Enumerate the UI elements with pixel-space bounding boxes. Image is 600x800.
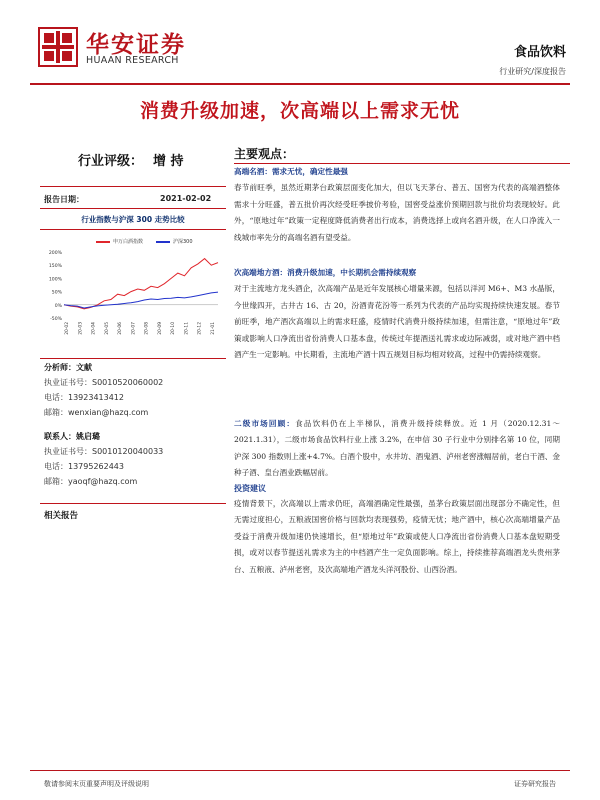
paragraph-body: 疫情背景下，次高端以上需求仍旺，高端酒确定性最强，虽茅台政策层面出现部分不确定性，但无需过度担心，五粮液国窖价格与回款均表现强势，疫情无忧；地产酒中，核心次高端增量产品受益于消费升级加速仍快速增长，但“原地过年”政策或使人口净流出省份消费人口基本盘短期受损，或对以春节提送礼需求为主的中档酒产生一定负面影响。综上，持续推荐高端酒龙头贵州茅台、五粮液、泸州老窖，及次高端地产酒龙头洋河股份、山西汾酒。 bbox=[234, 499, 560, 574]
investment-advice-heading: 投资建议 bbox=[234, 484, 266, 493]
analyst1-phone: 电话：13923413412 bbox=[44, 393, 124, 402]
rating-label: 行业评级： bbox=[78, 154, 144, 169]
industry-rating bbox=[78, 150, 184, 169]
legend-item-hs300 bbox=[156, 238, 193, 245]
x-tick-label: 21-01 bbox=[211, 322, 216, 335]
analyst1-email[interactable]: 邮箱：wenxian@hazq.com bbox=[44, 408, 149, 417]
x-tick-label: 20-03 bbox=[78, 322, 84, 335]
related-divider bbox=[40, 503, 226, 504]
brand-english: HUAAN RESEARCH bbox=[86, 55, 179, 66]
related-reports-heading: 相关报告 bbox=[44, 511, 79, 521]
footer-divider bbox=[30, 770, 570, 771]
paragraph-investment-advice bbox=[234, 496, 560, 578]
legend-swatch bbox=[96, 241, 110, 243]
x-tick-label: 20-02 bbox=[65, 322, 70, 335]
paragraph-body: 食品饮料仍在上半梯队，消费升级持续释放。近 1 月（2020.12.31～2021.1.31），二级市场食品饮料行业上涨 3.2%，在申信 30 子行业中分别排名第 10 位，同期沪深 300 指数则上涨+4.7%。白酒个股中，水井坊、酒鬼酒、泸州老窖涨幅居前，老白干酒、金种子酒、皇台酒业跌幅居前。 bbox=[234, 419, 561, 478]
legend-swatch bbox=[156, 241, 170, 243]
brand-name: 华安证券 bbox=[86, 31, 186, 58]
header-divider bbox=[30, 83, 570, 85]
chart-bottom-divider bbox=[40, 358, 226, 359]
x-tick-label: 20-12 bbox=[197, 322, 203, 335]
legend-item-baijiu bbox=[96, 238, 143, 245]
y-tick-label: 100% bbox=[48, 277, 62, 283]
y-tick-label: 150% bbox=[48, 264, 62, 270]
x-tick-label: 20-10 bbox=[171, 322, 177, 335]
y-tick-label: -50% bbox=[50, 317, 62, 322]
analyst2-name: 联系人：姚启璐 bbox=[44, 432, 100, 441]
paragraph-sub-high-end bbox=[234, 265, 560, 363]
y-tick-label: 200% bbox=[48, 251, 62, 256]
chart-title-divider bbox=[40, 229, 226, 230]
footer-label: 证券研究报告 bbox=[514, 780, 556, 788]
x-tick-label: 20-09 bbox=[157, 322, 163, 335]
report-title: 消费升级加速，次高端以上需求无忧 bbox=[139, 100, 460, 122]
analyst2-cert: 执业证书号：S0010120040033 bbox=[44, 447, 164, 456]
rating-value: 增 持 bbox=[153, 154, 184, 169]
y-tick-label: 0% bbox=[54, 303, 62, 309]
paragraph-high-end bbox=[234, 164, 560, 246]
rating-divider bbox=[40, 186, 226, 187]
x-tick-label: 20-06 bbox=[118, 322, 124, 335]
x-tick-label: 20-08 bbox=[144, 322, 150, 335]
x-tick-label: 20-07 bbox=[131, 322, 137, 335]
x-tick-label: 20-04 bbox=[91, 322, 97, 335]
chart-title: 行业指数与沪深 300 走势比较 bbox=[81, 215, 185, 224]
main-points-title: 主要观点： bbox=[234, 147, 295, 161]
x-tick-label: 20-11 bbox=[184, 322, 190, 335]
footer-disclaimer: 敬请参阅末页重要声明及评级说明 bbox=[44, 780, 149, 788]
analyst1-cert: 执业证书号：S0010520060002 bbox=[44, 378, 164, 387]
paragraph-lead: 二级市场回顾： bbox=[234, 419, 296, 428]
index-comparison-chart bbox=[40, 248, 226, 348]
paragraph-market-review bbox=[234, 416, 560, 482]
paragraph-body: 对于主流地方龙头酒企，次高端产品是近年发展核心增量来源，包括以洋河 M6+、M3 水晶版，今世缘四开，古井古 16、古 20，汾酒青花汾等一系列为代表的产品均实现持续快速发展。春节前旺季，地产酒次高端以上的需求旺盛，疫情时代消费升级持续加速，但需注意，“原地过年”政策或影响人口净流出省份消费人口基本盘，传统过年提酒送礼需求或边际减弱，或对地产酒中档酒产生一定影响。中长期看，主流地产酒十四五规划目标均相对较高，过程中仍需持续观察。 bbox=[234, 284, 560, 360]
x-tick-label: 20-05 bbox=[104, 322, 110, 335]
series-line-hs300 bbox=[64, 292, 218, 308]
industry-name: 食品饮料 bbox=[513, 45, 566, 60]
logo-icon bbox=[38, 27, 78, 67]
report-date: 2021-02-02 bbox=[160, 194, 212, 203]
report-date-label: 报告日期： bbox=[44, 195, 84, 204]
paragraph-lead: 高端名酒：需求无忧，确定性最强 bbox=[234, 167, 348, 176]
report-type: 行业研究/深度报告 bbox=[499, 67, 566, 76]
analyst1-name: 分析师：文献 bbox=[44, 363, 92, 372]
analyst2-email[interactable]: 邮箱：yaoqf@hazq.com bbox=[44, 477, 138, 486]
y-tick-label: 50% bbox=[51, 290, 62, 296]
paragraph-body: 春节前旺季，虽然近期茅台政策层面变化加大，但以飞天茅台、普五、国窖为代表的高端酒整体需求十分旺盛，普五批价再次经受旺季披价考验，国窖受益涨价预期回款与批价均表现较好。此外，“原地过年”政策一定程度降低消费者出行成本，消费选择上或向名酒升级，在人口净流入一线城市率先分的高端名酒有望受益。 bbox=[234, 183, 560, 242]
analyst2-phone: 电话：13795262443 bbox=[44, 462, 124, 471]
date-divider bbox=[40, 208, 226, 209]
legend-label: 沪深300 bbox=[173, 239, 193, 245]
legend-label: 申万白酒指数 bbox=[113, 239, 144, 245]
paragraph-lead: 次高端地方酒：消费升级加速，中长期机会需持续观察 bbox=[234, 268, 417, 277]
